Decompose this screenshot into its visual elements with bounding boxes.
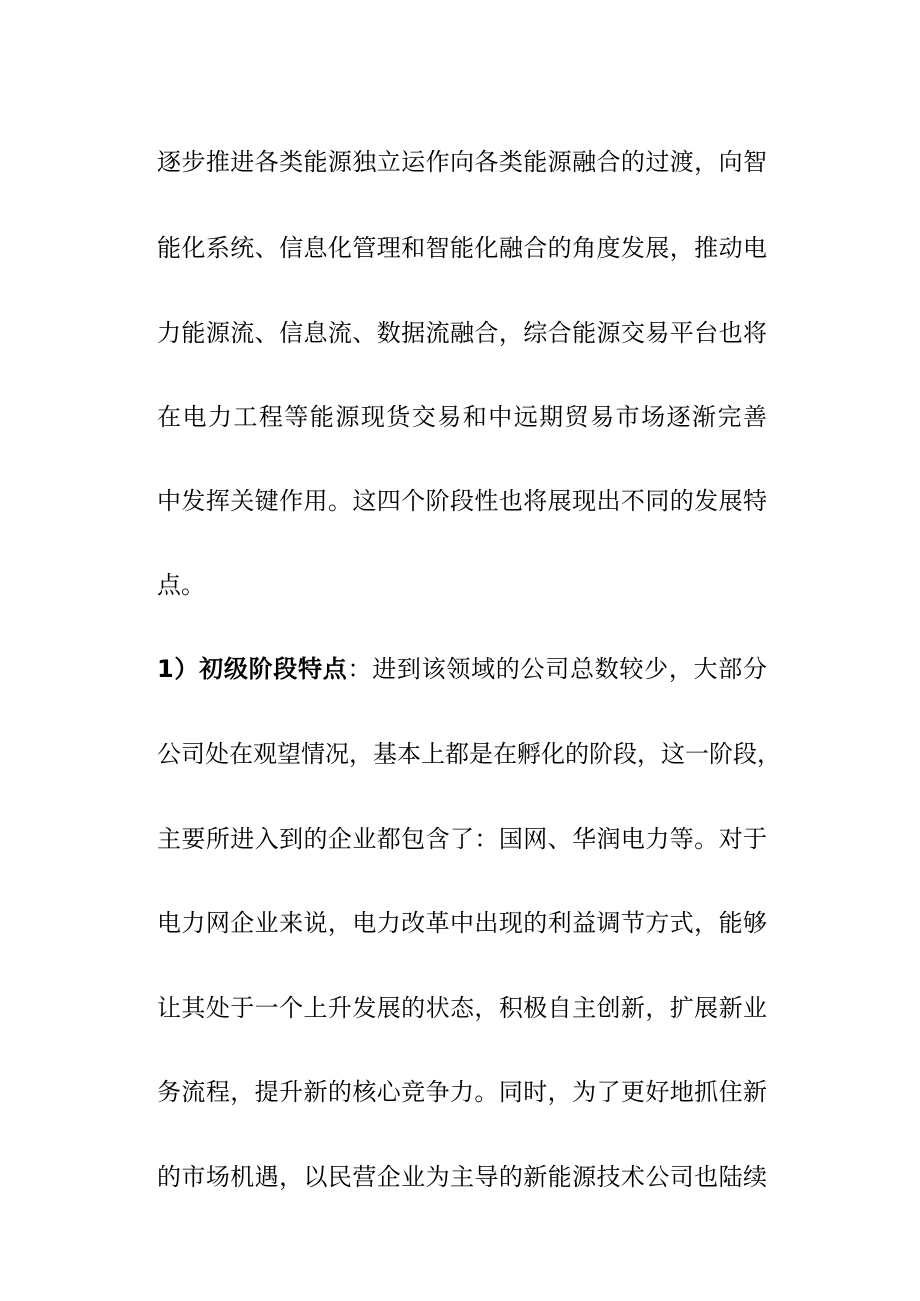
- paragraph-1-line-3: 力能源流、信息流、数据流融合，综合能源交易平台也将: [157, 319, 767, 347]
- paragraph-1-line-5: 中发挥关键作用。这四个阶段性也将展现出不同的发展特: [157, 487, 767, 515]
- paragraph-2-line-1: [157, 652, 767, 686]
- paragraph-2-line-5: 让其处于一个上升发展的状态，积极自主创新，扩展新业: [157, 994, 767, 1022]
- paragraph-2-line-3: 主要所进入到的企业都包含了：国网、华润电力等。对于: [157, 825, 767, 853]
- paragraph-2-line-6: 务流程，提升新的核心竞争力。同时，为了更好地抓住新: [157, 1078, 767, 1106]
- paragraph-2-line-4: 电力网企业来说，电力改革中出现的利益调节方式，能够: [157, 909, 767, 937]
- paragraph-1-line-2: 能化系统、信息化管理和智能化融合的角度发展，推动电: [157, 234, 767, 262]
- paragraph-1-line-6: 点。: [157, 571, 205, 599]
- stage-heading-rest: ：进到该领域的公司总数较少，大部分: [347, 655, 767, 683]
- paragraph-2-line-7: 的市场机遇，以民营企业为主导的新能源技术公司也陆续: [157, 1163, 767, 1191]
- paragraph-2-line-2: 公司处在观望情况，基本上都是在孵化的阶段，这一阶段，: [157, 740, 781, 768]
- paragraph-1-line-1: 逐步推进各类能源独立运作向各类能源融合的过渡，向智: [157, 148, 767, 176]
- stage-heading: 1）初级阶段特点: [157, 655, 348, 683]
- paragraph-1-line-4: 在电力工程等能源现货交易和中远期贸易市场逐渐完善: [157, 403, 767, 431]
